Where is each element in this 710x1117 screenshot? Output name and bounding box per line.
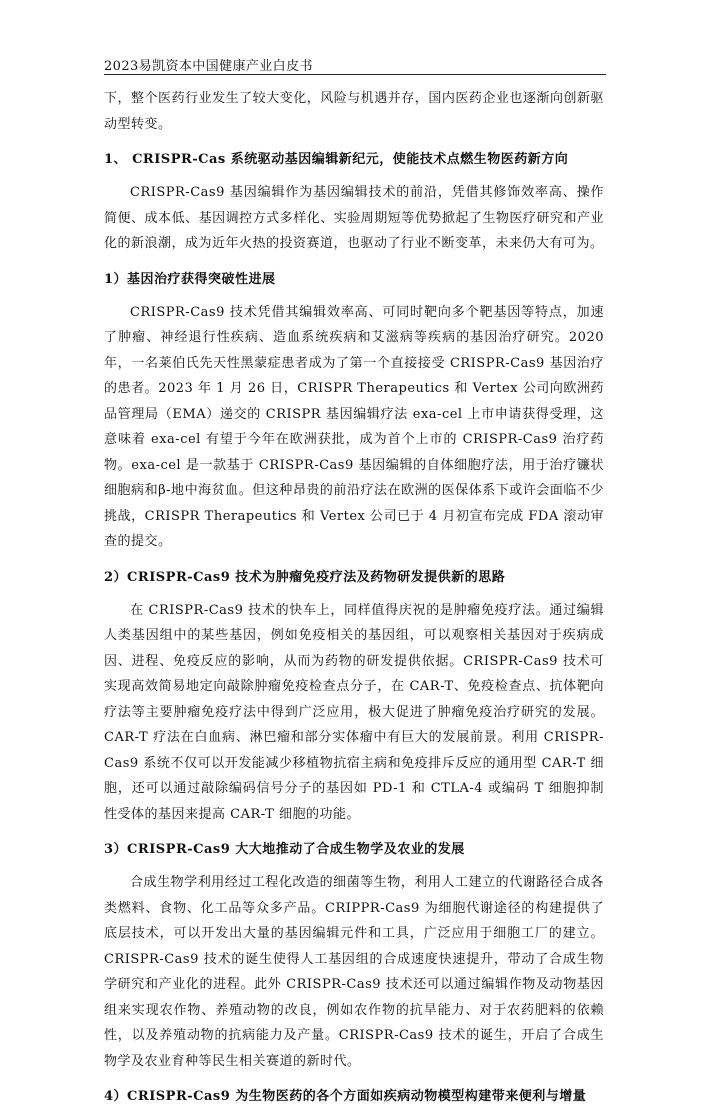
section-1-paragraph: CRISPR-Cas9 基因编辑作为基因编辑技术的前沿，凭借其修饰效率高、操作简便、成本低、基因调控方式多样化、实验周期短等优势掀起了生物医疗研究和产业化的新浪潮，成为近年火热的投资赛道，也驱动了行业不断变革，未来仍大有可为。 xyxy=(104,185,604,251)
subsection-1-paragraph: CRISPR-Cas9 技术凭借其编辑效率高、可同时靶向多个靶基因等特点，加速了肿瘤、神经退行性疾病、造血系统疾病和艾滋病等疾病的基因治疗研究。2020 年，一名莱伯氏先天性黑蒙症患者成为了第一个直接接受 CRISPR-Cas9 基因治疗的患者。2023 年 1 月 26 日，CRISPR Therapeutics 和 Vertex 公司向欧洲药品管理局（EMA）递交的 CRISPR 基因编辑疗法 exa-cel 上市申请获得受理，这意味着 exa-cel 有望于今年在欧洲获批，成为首个上市的 CRISPR-Cas9 治疗药物。exa-cel 是一款基于 CRISPR-Cas9 基因编辑的自体细胞疗法，用于治疗镰状细胞病和β-地中海贫血。但这种昂贵的前沿疗法在欧洲的医保体系下或许会面临不少挑战，CRISPR Therapeutics 和 Vertex 公司已于 4 月初宣布完成 FDA 滚动审查的提交。 xyxy=(104,304,604,549)
section-1-heading: 1、 CRISPR-Cas 系统驱动基因编辑新纪元，使能技术点燃生物医药新方向 xyxy=(104,152,569,167)
document-body xyxy=(104,86,604,1117)
subsection-2-paragraph: 在 CRISPR-Cas9 技术的快车上，同样值得庆祝的是肿瘤免疫疗法。通过编辑人类基因组中的某些基因，例如免疫相关的基因组，可以观察相关基因对于疾病成因、进程、免疫反应的影响，从而为药物的研发提供依据。CRISPR-Cas9 技术可实现高效简易地定向敲除肿瘤免疫检查点分子，在 CAR-T、免疫检查点、抗体靶向疗法等主要肿瘤免疫疗法中得到广泛应用，极大促进了肿瘤免疫治疗研究的发展。CAR-T 疗法在白血病、淋巴瘤和部分实体瘤中有巨大的发展前景。利用 CRISPR-Cas9 系统不仅可以开发能减少移植物抗宿主病和免疫排斥反应的通用型 CAR-T 细胞，还可以通过敲除编码信号分子的基因如 PD-1 和 CTLA-4 或编码 T 细胞抑制性受体的基因来提高 CAR-T 细胞的功能。 xyxy=(104,602,604,822)
subsection-3-paragraph: 合成生物学利用经过工程化改造的细菌等生物，利用人工建立的代谢路径合成各类燃料、食物、化工品等众多产品。CRIPPR-Cas9 为细胞代谢途径的构建提供了底层技术，可以开发出大量的基因编辑元件和工具，广泛应用于细胞工厂的建立。CRISPR-Cas9 技术的诞生使得人工基因组的合成速度快速提升，带动了合成生物学研究和产业化的进程。此外 CRISPR-Cas9 技术还可以通过编辑作物及动物基因组来实现农作物、养殖动物的改良，例如农作物的抗旱能力、对于农药肥料的依赖性，以及养殖动物的抗病能力及产量。CRISPR-Cas9 技术的诞生，开启了合成生物学及农业育种等民生相关赛道的新时代。 xyxy=(104,875,604,1069)
header-divider xyxy=(104,74,606,75)
intro-paragraph: 下，整个医药行业发生了较大变化，风险与机遇并存，国内医药企业也逐渐向创新驱动型转变。 xyxy=(104,91,604,132)
subsection-4-heading: 4）CRISPR-Cas9 为生物医药的各个方面如疾病动物模型构建带来便利与增量 xyxy=(104,1089,587,1104)
subsection-2-heading: 2）CRISPR-Cas9 技术为肿瘤免疫疗法及药物研发提供新的思路 xyxy=(104,569,506,585)
running-header: 2023易凯资本中国健康产业白皮书 xyxy=(104,59,313,74)
subsection-3-heading: 3）CRISPR-Cas9 大大地推动了合成生物学及农业的发展 xyxy=(104,842,465,857)
subsection-1-heading: 1）基因治疗获得突破性进展 xyxy=(104,271,276,287)
